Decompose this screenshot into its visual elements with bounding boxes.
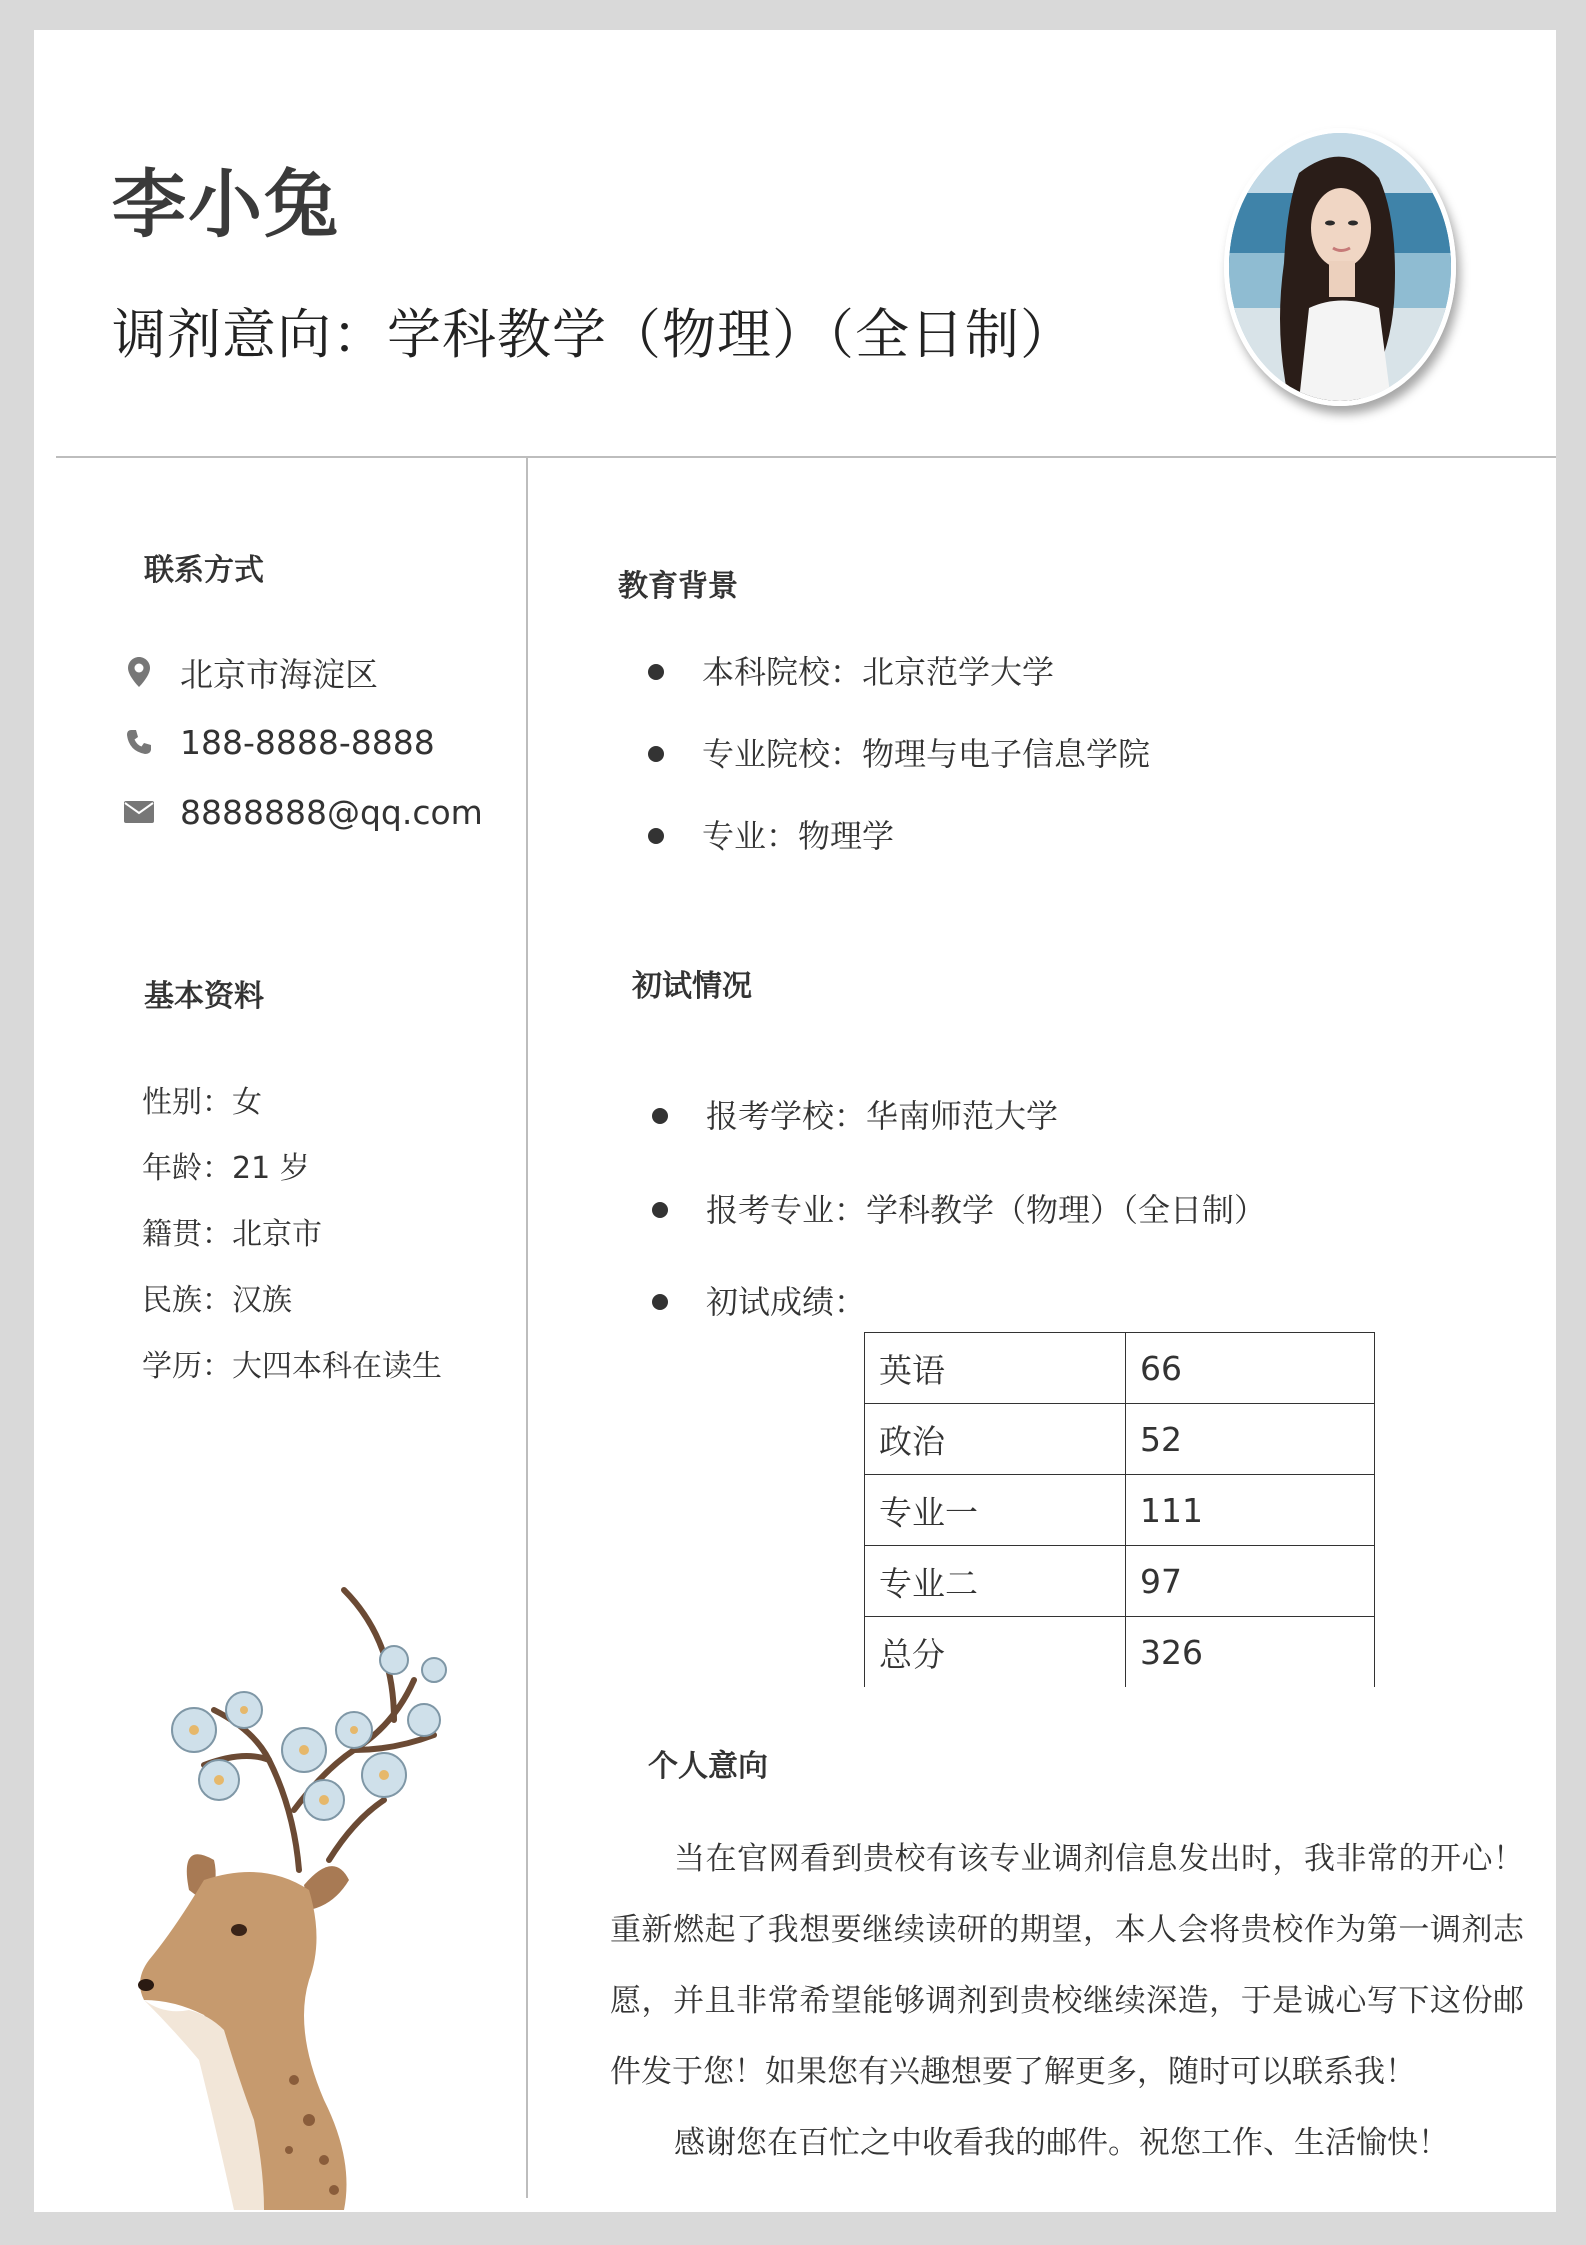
exam-item-scores [652,1283,867,1321]
info-hometown: 籍贯：北京市 [142,1217,322,1252]
education-item-text: 专业：物理学 [702,817,895,855]
resume-page [34,30,1556,2212]
education-item-school [648,653,1055,691]
exam-item-school [652,1097,1059,1135]
transfer-intent-title: 调剂意向：学科教学（物理）（全日制） [112,303,1075,366]
phone-text[interactable]: 188-8888-8888 [180,722,435,762]
bullet-icon [652,1108,668,1124]
bullet-icon [652,1294,668,1310]
contact-phone [124,722,435,762]
score-subject: 专业二 [865,1546,1126,1617]
personal-intent-paragraph: 当在官网看到贵校有该专业调剂信息发出时，我非常的开心！重新燃起了我想要继续读研的期望，本人会将贵校作为第一调剂志愿，并且非常希望能够调剂到贵校继续深造，于是诚心写下这份邮件发于您！如果您有兴趣想要了解更多，随时可以联系我！ [610,1841,1524,2090]
exam-item-major [652,1191,1267,1229]
phone-icon [124,726,154,758]
contact-address [124,652,378,692]
exam-item-text: 报考专业：学科教学（物理）（全日制） [706,1191,1267,1229]
bullet-icon [648,746,664,762]
education-item-college [648,735,1151,773]
score-value: 97 [1126,1546,1375,1617]
contact-email [124,792,483,832]
education-item-major [648,817,895,855]
table-row [865,1404,1375,1475]
bullet-icon [648,664,664,680]
avatar [1224,128,1456,406]
exam-item-text: 报考学校：华南师范大学 [706,1097,1059,1135]
score-value: 111 [1126,1475,1375,1546]
closing-paragraph: 感谢您在百忙之中收看我的邮件。祝您工作、生活愉快！ [674,2125,1449,2161]
bullet-icon [648,828,664,844]
score-subject: 总分 [865,1617,1126,1688]
education-item-text: 专业院校：物理与电子信息学院 [702,735,1151,773]
contact-section-title: 联系方式 [144,553,264,588]
exam-section-title: 初试情况 [632,969,752,1004]
info-age: 年龄：21 岁 [142,1151,310,1186]
bullet-icon [652,1202,668,1218]
table-row [865,1475,1375,1546]
education-section-title: 教育背景 [618,569,738,604]
score-subject: 英语 [865,1333,1126,1404]
score-value: 52 [1126,1404,1375,1475]
score-subject: 专业一 [865,1475,1126,1546]
education-item-text: 本科院校：北京范学大学 [702,653,1055,691]
header-divider [56,456,1556,458]
exam-item-text: 初试成绩： [706,1283,867,1321]
candidate-name: 李小兔 [112,162,340,248]
table-row [865,1546,1375,1617]
portrait-photo [1229,133,1451,401]
email-text[interactable]: 8888888@qq.com [180,792,483,832]
score-value: 66 [1126,1333,1375,1404]
info-ethnicity: 民族：汉族 [142,1283,292,1318]
info-education-level: 学历：大四本科在读生 [142,1349,442,1384]
email-icon [124,796,154,828]
personal-intent-section-title: 个人意向 [648,1749,768,1784]
score-subject: 政治 [865,1404,1126,1475]
address-text: 北京市海淀区 [180,654,378,694]
score-value: 326 [1126,1617,1375,1688]
table-row [865,1333,1375,1404]
info-gender: 性别：女 [142,1085,262,1120]
deer-illustration [94,1560,534,2210]
score-table [864,1332,1375,1687]
table-row [865,1617,1375,1688]
location-pin-icon [124,656,154,688]
basic-info-section-title: 基本资料 [144,979,264,1014]
